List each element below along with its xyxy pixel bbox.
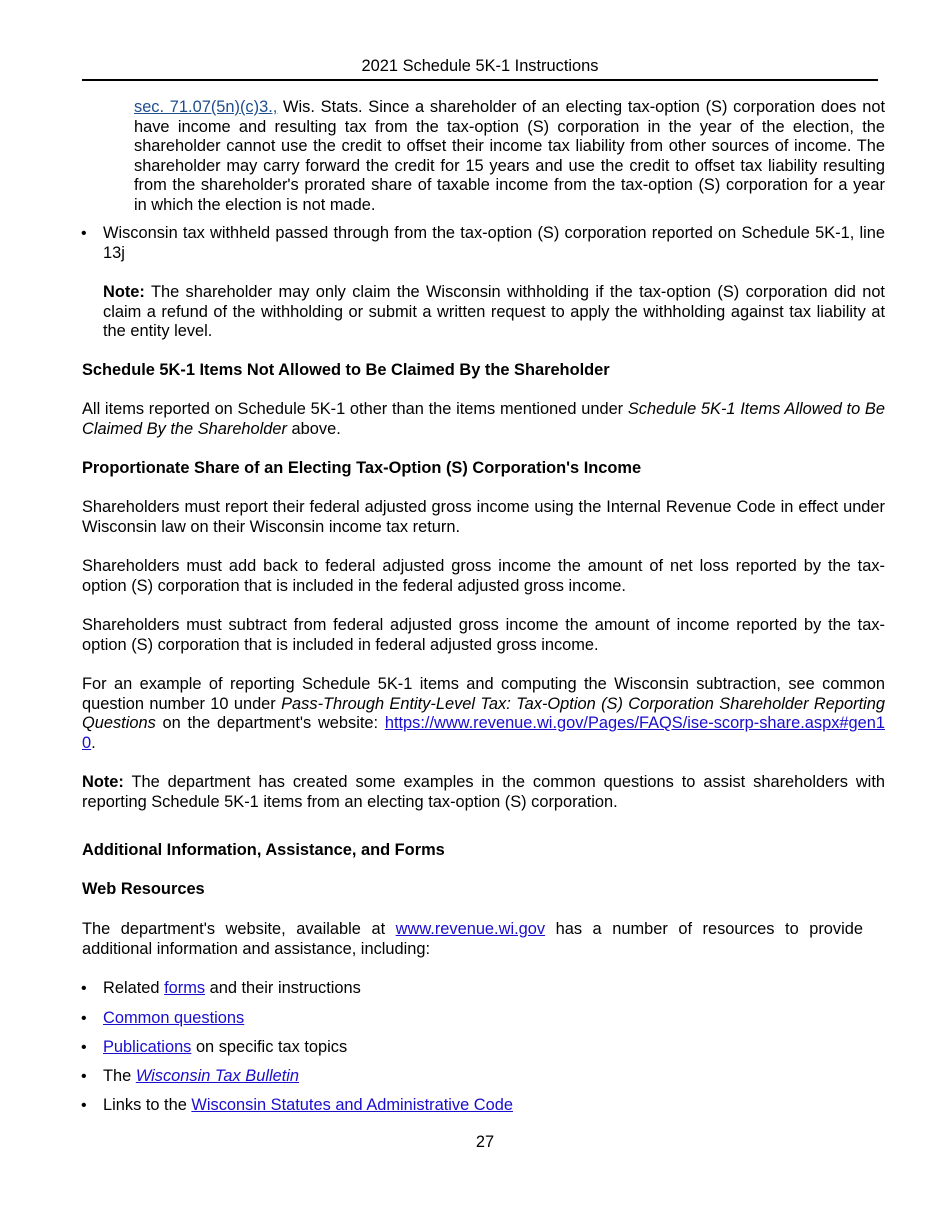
publications-link[interactable]: Publications bbox=[103, 1038, 192, 1056]
subtract-paragraph: Shareholders must subtract from federal adjusted gross income the amount of income reported by the tax-option (S) corporation that is included in federal adjusted gross income. bbox=[82, 616, 885, 654]
note-text: The shareholder may only claim the Wisconsin withholding if the tax-option (S) corporation did not claim a refund of the withholding or submit a written request to apply the withholding against tax liability at the entity level. bbox=[103, 283, 885, 340]
section-heading-additional-information: Additional Information, Assistance, and Forms bbox=[82, 841, 445, 859]
bullet-marker: • bbox=[81, 1097, 87, 1114]
example-text-mid: on the department's website: bbox=[155, 714, 385, 732]
revenue-website-link[interactable]: www.revenue.wi.gov bbox=[395, 920, 546, 938]
resource-item-statutes bbox=[103, 1096, 513, 1116]
common-questions-link[interactable]: Common questions bbox=[103, 1009, 245, 1027]
example-text: For an example of reporting Schedule 5K-1 items and computing the Wisconsin subtraction, see common question number 10 under bbox=[82, 675, 885, 713]
resource-text: on specific tax topics bbox=[191, 1038, 348, 1056]
not-allowed-reference: Schedule 5K-1 Items Allowed to Be Claimed By the Shareholder bbox=[82, 400, 885, 438]
web-resources-text-end: has a number of resources to provide additional information and assistance, including: bbox=[82, 920, 863, 958]
withholding-note bbox=[103, 283, 885, 342]
addback-paragraph: Shareholders must add back to federal adjusted gross income the amount of net loss reported by the tax-option (S) corporation that is included in the federal adjusted gross income. bbox=[82, 557, 885, 595]
resource-item-common-questions bbox=[103, 1009, 244, 1029]
resource-item-publications bbox=[103, 1038, 347, 1058]
statute-link[interactable]: sec. 71.07(5n)(c)3., bbox=[134, 98, 278, 116]
withheld-bullet-item: Wisconsin tax withheld passed through from the tax-option (S) corporation reported on Schedule 5K-1, line 13j bbox=[103, 224, 885, 262]
credit-continuation-text: Wis. Stats. Since a shareholder of an electing tax-option (S) corporation does not have income and resulting tax from the tax-option (S) corporation in the year of the election, the shareholder cannot use the credit to offset their income tax liability from other sources of income. The shareholder may carry forward the credit for 15 years and use the credit to offset tax liability resulting from the shareholder's prorated share of taxable income from the tax-option (S) corporation for a year in which the election is not made. bbox=[134, 98, 885, 214]
resource-text: and their instructions bbox=[205, 979, 361, 997]
note-text: The department has created some examples in the common questions to assist shareholders with reporting Schedule 5K-1 items from an electing tax-option (S) corporation. bbox=[82, 773, 885, 811]
bullet-marker: • bbox=[81, 980, 87, 997]
not-allowed-text: All items reported on Schedule 5K-1 other than the items mentioned under bbox=[82, 400, 628, 418]
bullet-marker: • bbox=[81, 1010, 87, 1027]
resource-text: Related bbox=[103, 979, 165, 997]
not-allowed-text-end: above. bbox=[287, 419, 341, 438]
example-text-end: . bbox=[91, 733, 96, 752]
page-number: 27 bbox=[475, 1133, 495, 1151]
credit-continuation-paragraph bbox=[134, 98, 885, 215]
tax-bulletin-link[interactable]: Wisconsin Tax Bulletin bbox=[135, 1067, 300, 1085]
resource-text: The bbox=[103, 1067, 136, 1085]
page-header-title: 2021 Schedule 5K-1 Instructions bbox=[361, 57, 599, 75]
statutes-code-link[interactable]: Wisconsin Statutes and Administrative Code bbox=[191, 1096, 513, 1114]
examples-note bbox=[82, 773, 885, 812]
web-resources-text: The department's website, available at bbox=[82, 920, 396, 938]
report-income-paragraph: Shareholders must report their federal adjusted gross income using the Internal Revenue Code in effect under Wisconsin law on their Wisconsin income tax return. bbox=[82, 498, 885, 536]
example-paragraph bbox=[82, 675, 885, 753]
not-allowed-paragraph bbox=[82, 400, 885, 439]
header-divider bbox=[82, 79, 878, 81]
resource-item-forms bbox=[103, 979, 361, 999]
resource-text: Links to the bbox=[103, 1096, 192, 1114]
bullet-marker: • bbox=[81, 1068, 87, 1085]
bullet-marker: • bbox=[81, 225, 87, 242]
example-reference: Pass-Through Entity-Level Tax: Tax-Option (S) Corporation Shareholder Reporting Questions bbox=[82, 694, 885, 732]
section-heading-proportionate-share: Proportionate Share of an Electing Tax-Option (S) Corporation's Income bbox=[82, 459, 642, 477]
section-heading-not-allowed: Schedule 5K-1 Items Not Allowed to Be Claimed By the Shareholder bbox=[82, 361, 610, 379]
faq-url-link[interactable]: https://www.revenue.wi.gov/Pages/FAQS/ise-scorp-share.aspx#gen10 bbox=[82, 714, 885, 752]
bullet-marker: • bbox=[81, 1039, 87, 1056]
resource-item-tax-bulletin bbox=[103, 1067, 299, 1087]
section-heading-web-resources: Web Resources bbox=[82, 880, 205, 898]
note-label: Note: bbox=[103, 283, 145, 301]
web-resources-paragraph bbox=[82, 920, 863, 959]
forms-link[interactable]: forms bbox=[164, 979, 206, 997]
note-label: Note: bbox=[82, 773, 124, 791]
